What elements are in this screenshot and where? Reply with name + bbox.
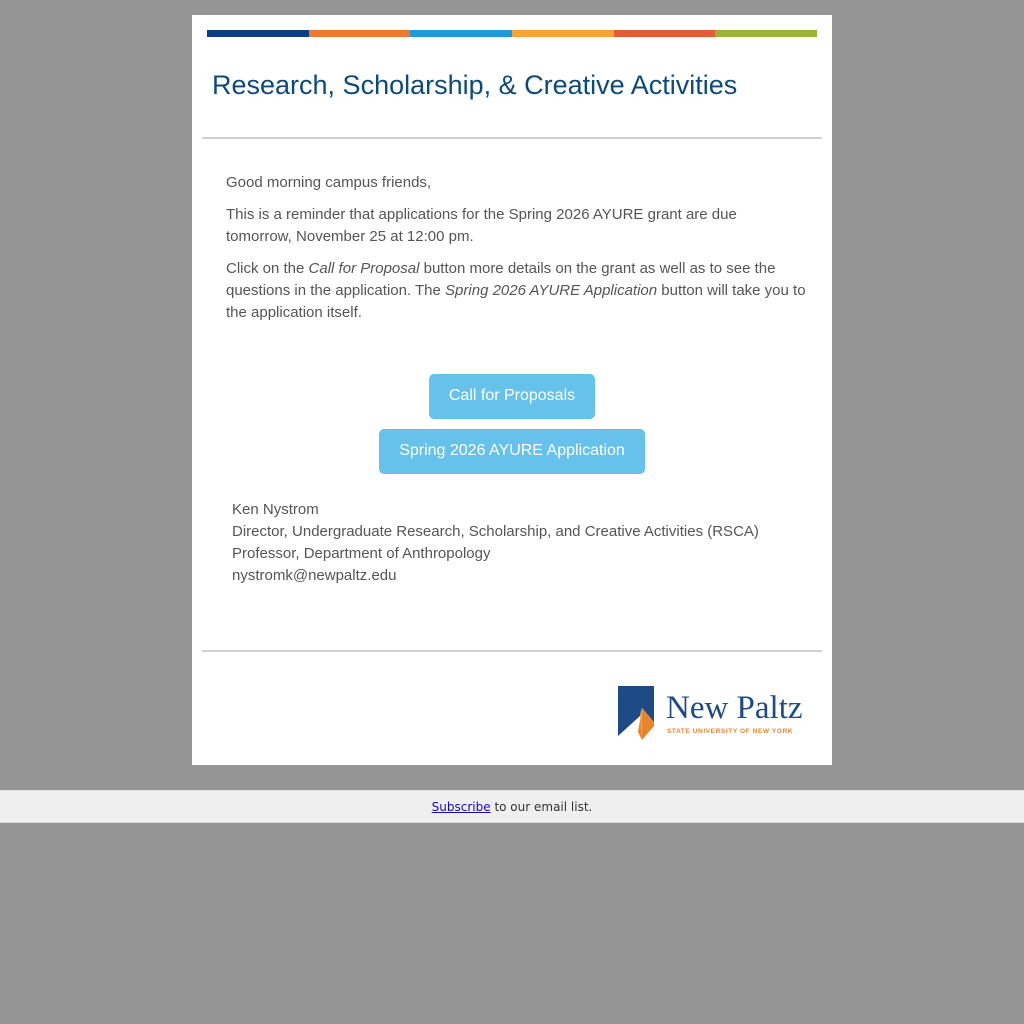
- footer-divider: [202, 650, 822, 652]
- call-for-proposals-button[interactable]: Call for Proposals: [429, 374, 595, 419]
- action-buttons: [192, 374, 832, 474]
- signature-department: Professor, Department of Anthropology: [232, 545, 491, 562]
- reminder-text: This is a reminder that applications for the Spring 2026 AYURE grant are due tomorrow, November 25 at 12:00 pm.: [226, 206, 737, 245]
- subscribe-link[interactable]: Subscribe: [431, 800, 491, 814]
- color-bar-segment: [715, 30, 817, 37]
- signature-title: Director, Undergraduate Research, Scholarship, and Creative Activities (RSCA): [232, 523, 759, 540]
- subscribe-footer: [0, 790, 1024, 823]
- signature-name: Ken Nystrom: [232, 501, 319, 518]
- email-card: [192, 15, 832, 765]
- greeting-text: Good morning campus friends,: [226, 174, 432, 191]
- signature-block: [232, 499, 759, 587]
- logo-subtitle-text: STATE UNIVERSITY OF NEW YORK: [667, 728, 794, 735]
- color-bar-segment: [512, 30, 614, 37]
- ayure-application-button[interactable]: Spring 2026 AYURE Application: [379, 429, 645, 474]
- instructions-text: [226, 258, 806, 324]
- color-bar-segment: [207, 30, 309, 37]
- color-bar-segment: [309, 30, 411, 37]
- header-color-bar: [207, 30, 817, 37]
- logo-name-text: New Paltz: [666, 690, 803, 726]
- application-emphasis: Spring 2026 AYURE Application: [445, 282, 658, 299]
- new-paltz-logo-mark-icon: [618, 686, 656, 742]
- color-bar-segment: [614, 30, 716, 37]
- page-title: Research, Scholarship, & Creative Activities: [212, 70, 738, 100]
- message-body: [226, 172, 806, 334]
- header-divider: [202, 137, 822, 139]
- call-for-proposal-emphasis: Call for Proposal: [308, 260, 420, 277]
- instructions-part-3: button will take you to the application itself.: [226, 282, 806, 321]
- subscribe-footer-text: to our email list.: [490, 800, 593, 814]
- new-paltz-logo: [618, 686, 812, 742]
- signature-email: nystromk@newpaltz.edu: [232, 567, 397, 584]
- instructions-part-1: Click on the: [226, 260, 309, 277]
- instructions-part-2: button more details on the grant as well as to see the questions in the application. The: [226, 260, 776, 299]
- color-bar-segment: [410, 30, 512, 37]
